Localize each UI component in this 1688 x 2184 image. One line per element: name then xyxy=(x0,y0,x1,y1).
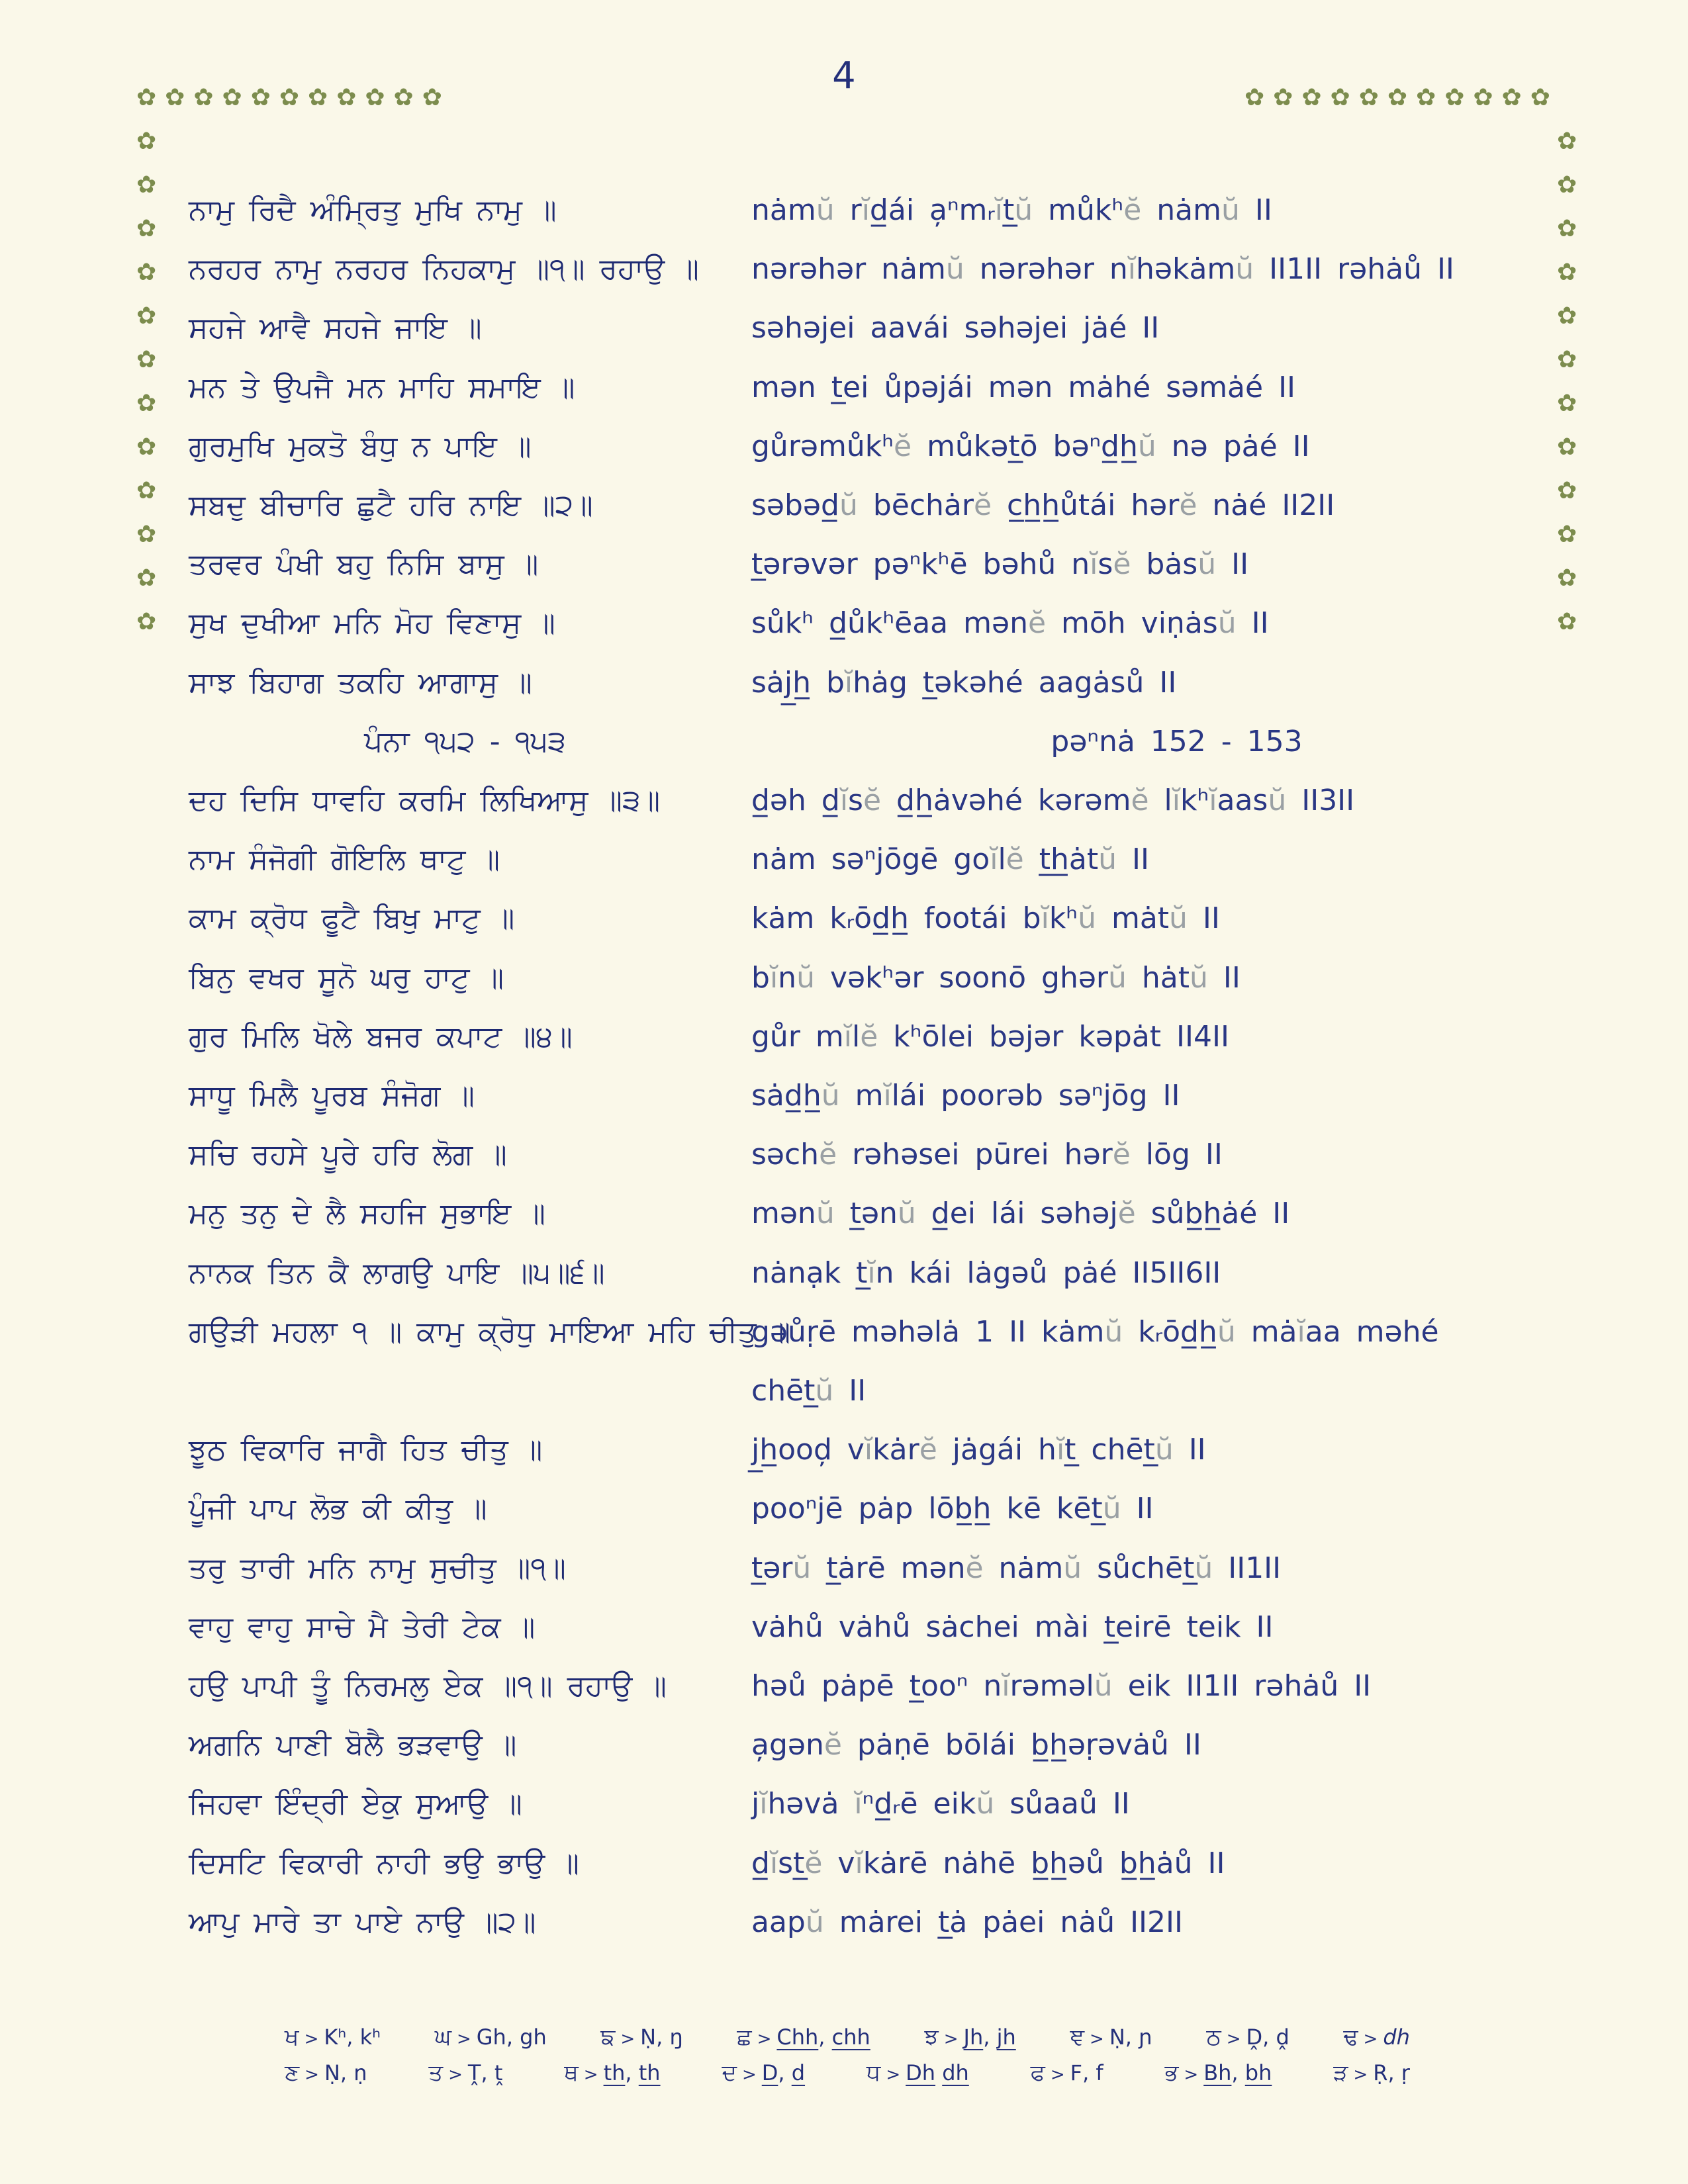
legend-gurmukhi-letter: ਠ xyxy=(1206,2024,1221,2050)
flower-ornament-icon: ✿ xyxy=(193,84,214,111)
flower-ornament-icon: ✿ xyxy=(136,521,157,548)
silent-letter: ŭ xyxy=(796,960,815,995)
verse-row xyxy=(0,430,1688,476)
verse-row xyxy=(0,1846,1688,1893)
transliteration-line: sȧd̲h̲ŭ mĭlái poorəb səⁿjōg II xyxy=(751,1079,1180,1113)
silent-letter: ĕ xyxy=(973,488,992,522)
silent-letter: ĭ xyxy=(839,784,849,817)
silent-letter: ŭ xyxy=(1189,960,1208,995)
transliteration-line: sȧj̲h̲ bĭhȧg t̲əkəhé aagȧsů II xyxy=(751,665,1177,700)
legend-latin-value: Jh, jh xyxy=(963,2025,1016,2050)
gurmukhi-line: ਅਗਨਿ ਪਾਣੀ ਬੋਲੈ ਭੜਵਾਉ ॥ xyxy=(189,1728,517,1762)
transliteration-line: gəůṛē məhəlȧ 1 II kȧmŭ kᵣōd̲h̲ŭ mȧĭaa məhé xyxy=(751,1314,1439,1349)
verse-row xyxy=(0,666,1688,712)
silent-letter: ĕ xyxy=(863,784,882,817)
silent-letter: ŭ xyxy=(1154,1433,1174,1467)
gurmukhi-line: ਸਚਿ ਰਹਸੇ ਪੂਰੇ ਹਰਿ ਲੋਗ ॥ xyxy=(189,1138,507,1172)
silent-letter: ĕ xyxy=(823,1728,842,1762)
verse-row xyxy=(0,784,1688,830)
silent-letter: ĭ xyxy=(769,960,778,995)
gurmukhi-line: ਮਨੁ ਤਨੁ ਦੇ ਲੈ ਸਹਜਿ ਸੁਭਾਇ ॥ xyxy=(189,1197,545,1231)
transliteration-line: jĭhəvȧ ĭⁿd̲ᵣē eikŭ sůaaů II xyxy=(751,1787,1130,1821)
legend-maps-to-symbol: > xyxy=(1090,2029,1104,2049)
gurmukhi-line: ਦਹ ਦਿਸਿ ਧਾਵਹਿ ਕਰਮਿ ਲਿਖਿਆਸੁ ॥੩॥ xyxy=(189,784,661,817)
silent-letter: ŭ xyxy=(1137,429,1156,463)
flower-ornament-icon: ✿ xyxy=(136,346,157,373)
silent-letter: ŭ xyxy=(1078,901,1096,936)
verse-row xyxy=(0,901,1688,948)
verse-row xyxy=(0,1610,1688,1657)
silent-letter: ŭ xyxy=(839,488,858,522)
silent-letter: ŭ xyxy=(805,1905,824,1939)
silent-letter: ŭ xyxy=(1169,901,1188,936)
ornament-border-top-right xyxy=(1244,86,1550,110)
silent-letter: ŭ xyxy=(1221,193,1240,227)
legend-cell xyxy=(600,2024,682,2050)
flower-ornament-icon: ✿ xyxy=(1387,84,1408,111)
page-number: 4 xyxy=(832,54,856,97)
flower-ornament-icon: ✿ xyxy=(136,390,157,417)
legend-latin-value: Kʰ, kʰ xyxy=(324,2025,381,2050)
legend-gurmukhi-letter: ਛ xyxy=(737,2024,752,2050)
silent-letter: ĭ xyxy=(854,1787,863,1821)
verse-row xyxy=(0,371,1688,417)
verse-row xyxy=(0,193,1688,240)
flower-ornament-icon: ✿ xyxy=(1557,433,1577,461)
flower-ornament-icon: ✿ xyxy=(336,84,357,111)
silent-letter: ĭ xyxy=(759,1787,768,1821)
flower-ornament-icon: ✿ xyxy=(1557,390,1577,417)
transliteration-line: nȧnạk t̲ĭn kái lȧgəů pȧé II5II6II xyxy=(751,1255,1221,1290)
legend-latin-value: Chh, chh xyxy=(776,2025,870,2050)
silent-letter: ĕ xyxy=(1027,606,1047,641)
verse-row xyxy=(0,311,1688,357)
legend-maps-to-symbol: > xyxy=(1226,2029,1241,2049)
silent-letter: ĭ xyxy=(990,842,998,877)
legend-maps-to-symbol: > xyxy=(1363,2029,1378,2049)
verse-row xyxy=(0,1197,1688,1243)
transliteration-line: mənŭ t̲ənŭ d̲ei lái səhəjĕ sůb̲h̲ȧé II xyxy=(751,1197,1290,1231)
gurmukhi-line: ਗੁਰ ਮਿਲਿ ਖੋਲੇ ਬਜਰ ਕਪਾਟ ॥੪॥ xyxy=(189,1019,573,1054)
silent-letter: ŭ xyxy=(1104,1314,1123,1349)
gurmukhi-line: ਬਿਨੁ ਵਖਰ ਸੂਨੋ ਘਰੁ ਹਾਟੁ ॥ xyxy=(189,960,504,995)
silent-letter: ŭ xyxy=(976,1787,995,1821)
flower-ornament-icon: ✿ xyxy=(1557,259,1577,286)
verse-row xyxy=(0,1492,1688,1538)
silent-letter: ĭ xyxy=(769,1846,778,1880)
flower-ornament-icon: ✿ xyxy=(1557,302,1577,330)
silent-letter: ĭ xyxy=(883,1079,892,1113)
flower-ornament-icon: ✿ xyxy=(1501,84,1522,111)
silent-letter: ĕ xyxy=(1112,1138,1131,1172)
transliteration-line: a̦gənĕ pȧṇē bōlái b̲h̲əṛəvȧů II xyxy=(751,1728,1201,1762)
legend-gurmukhi-letter: ਦ xyxy=(722,2060,737,2086)
flower-ornament-icon: ✿ xyxy=(222,84,242,111)
legend-latin-value: D, d xyxy=(761,2060,806,2085)
verse-row xyxy=(0,1374,1688,1420)
legend-maps-to-symbol: > xyxy=(304,2029,319,2049)
transliteration-line: bĭnŭ vəkʰər soonō ghərŭ hȧtŭ II xyxy=(751,960,1241,995)
phonetic-key-row-1 xyxy=(285,2024,1410,2050)
phonetic-key-row-2 xyxy=(285,2060,1410,2086)
verse-row xyxy=(0,1669,1688,1715)
flower-ornament-icon: ✿ xyxy=(1416,84,1436,111)
verse-row xyxy=(0,488,1688,535)
flower-ornament-icon: ✿ xyxy=(1557,521,1577,548)
verse-row xyxy=(0,961,1688,1007)
gurmukhi-line: ਹਉ ਪਾਪੀ ਤੂੰ ਨਿਰਮਲੁ ਏਕ ॥੧॥ ਰਹਾਉ ॥ xyxy=(189,1669,667,1703)
flower-ornament-icon: ✿ xyxy=(136,259,157,286)
flower-ornament-icon: ✿ xyxy=(1557,171,1577,199)
legend-maps-to-symbol: > xyxy=(620,2029,635,2049)
gurmukhi-line: ਨਾਮ ਸੰਜੋਗੀ ਗੋਇਲਿ ਥਾਟੁ ॥ xyxy=(189,842,500,877)
legend-maps-to-symbol: > xyxy=(741,2065,757,2085)
gurmukhi-line: ਤਰਵਰ ਪੰਖੀ ਬਹੁ ਨਿਸਿ ਬਾਸੁ ॥ xyxy=(189,547,539,582)
verse-row xyxy=(0,1905,1688,1952)
legend-maps-to-symbol: > xyxy=(1184,2065,1199,2085)
flower-ornament-icon: ✿ xyxy=(1244,84,1265,111)
legend-gurmukhi-letter: ਥ xyxy=(564,2060,579,2086)
silent-letter: ŭ xyxy=(816,193,835,227)
silent-letter: ŭ xyxy=(1235,252,1254,287)
legend-gurmukhi-letter: ਫ xyxy=(1030,2060,1045,2086)
flower-ornament-icon: ✿ xyxy=(1273,84,1293,111)
legend-maps-to-symbol: > xyxy=(1353,2065,1368,2085)
flower-ornament-icon: ✿ xyxy=(136,565,157,592)
silent-letter: ĭ xyxy=(867,1255,876,1290)
transliteration-line: pooⁿjē pȧp lōb̲h̲ kē kēt̲ŭ II xyxy=(751,1492,1154,1526)
legend-gurmukhi-letter: ਘ xyxy=(434,2024,451,2050)
gurmukhi-line: ਦਿਸਟਿ ਵਿਕਾਰੀ ਨਾਹੀ ਭਉ ਭਾਉ ॥ xyxy=(189,1846,579,1880)
gurmukhi-line: ਸਹਜੇ ਆਵੈ ਸਹਜੇ ਜਾਇ ॥ xyxy=(189,311,482,345)
silent-letter: ĕ xyxy=(1179,488,1197,522)
legend-cell xyxy=(564,2060,660,2086)
transliteration-line: t̲ərŭ t̲ȧrē mənĕ nȧmŭ sůchēt̲ŭ II1II xyxy=(751,1551,1282,1585)
transliteration-line: mən t̲ei ůpəjái mən mȧhé səmȧé II xyxy=(751,370,1296,404)
legend-latin-value: Dh dh xyxy=(906,2060,969,2085)
legend-maps-to-symbol: > xyxy=(583,2065,598,2085)
gurmukhi-line: ਗਉੜੀ ਮਹਲਾ ੧ ॥ ਕਾਮੁ ਕ੍ਰੋਧੁ ਮਾਇਆ ਮਹਿ ਚੀਤੁ ॥ xyxy=(189,1314,791,1349)
gurmukhi-line: ਨਾਮੁ ਰਿਦੈ ਅੰਮ੍ਰਿਤੁ ਮੁਖਿ ਨਾਮੁ ॥ xyxy=(189,193,557,227)
transliteration-line: səbəd̲ŭ bēchȧrĕ c̲h̲h̲ůtái hərĕ nȧé II2II xyxy=(751,488,1335,522)
legend-cell xyxy=(1165,2060,1272,2086)
silent-letter: ĭ xyxy=(1056,1433,1065,1467)
silent-letter: ĭ xyxy=(1297,1314,1305,1349)
silent-letter: ĕ xyxy=(804,1846,823,1880)
silent-letter: ĭ xyxy=(864,1433,873,1467)
silent-letter: ŭ xyxy=(815,1374,834,1408)
legend-gurmukhi-letter: ਭ xyxy=(1164,2060,1179,2086)
gurmukhi-line: ਸੁਖ ਦੁਖੀਆ ਮਨਿ ਮੋਹ ਵਿਣਾਸੁ ॥ xyxy=(189,606,555,641)
gurmukhi-line: ਗੁਰਮੁਖਿ ਮੁਕਤੋ ਬੰਧੁ ਨ ਪਾਇ ॥ xyxy=(189,429,532,463)
transliteration-line: kȧm kᵣōd̲h̲ footái bĭkʰŭ mȧtŭ II xyxy=(751,901,1220,936)
legend-maps-to-symbol: > xyxy=(448,2065,463,2085)
transliteration-line: t̲ərəvər pəⁿkʰē bəhů nĭsĕ bȧsŭ II xyxy=(751,547,1249,582)
legend-gurmukhi-letter: ੜ xyxy=(1333,2060,1348,2086)
silent-letter: ĭ xyxy=(861,193,870,227)
silent-letter: ŭ xyxy=(1217,1314,1236,1349)
silent-letter: ĕ xyxy=(1006,842,1024,877)
legend-latin-value: th, th xyxy=(603,2060,661,2085)
gurmukhi-line: ਮਨ ਤੇ ਉਪਜੈ ਮਨ ਮਾਹਿ ਸਮਾਇ ॥ xyxy=(189,370,575,404)
legend-cell xyxy=(435,2024,547,2050)
silent-letter: ŭ xyxy=(945,252,964,287)
silent-letter: ŭ xyxy=(1098,842,1117,877)
legend-cell xyxy=(285,2060,367,2086)
flower-ornament-icon: ✿ xyxy=(136,128,157,155)
transliteration-line: d̲əh d̲ĭsĕ d̲h̲ȧvəhé kərəmĕ lĭkʰĭaasŭ II3II xyxy=(751,784,1355,817)
silent-letter: ŭ xyxy=(1268,784,1287,817)
silent-letter: ŭ xyxy=(1094,1669,1113,1703)
legend-gurmukhi-letter: ਝ xyxy=(924,2024,939,2050)
flower-ornament-icon: ✿ xyxy=(136,302,157,330)
legend-latin-value: dh xyxy=(1383,2025,1410,2050)
flower-ornament-icon: ✿ xyxy=(393,84,414,111)
silent-letter: ŭ xyxy=(1194,1551,1213,1585)
legend-gurmukhi-letter: ਙ xyxy=(600,2024,616,2050)
flower-ornament-icon: ✿ xyxy=(136,171,157,199)
verse-row xyxy=(0,725,1688,771)
legend-gurmukhi-letter: ਤ xyxy=(428,2060,444,2086)
transliteration-line: j̲h̲ood̦ vĭkȧrĕ jȧgái hĭt̲ chēt̲ŭ II xyxy=(751,1433,1206,1467)
legend-maps-to-symbol: > xyxy=(456,2029,471,2049)
verse-row xyxy=(0,606,1688,653)
gurmukhi-line: ਪੰਨਾ ੧੫੨ - ੧੫੩ xyxy=(364,724,566,758)
silent-letter: ŭ xyxy=(1102,1492,1121,1526)
legend-gurmukhi-letter: ਢ xyxy=(1343,2024,1358,2050)
gurmukhi-line: ਝੂਠ ਵਿਕਾਰਿ ਜਾਗੈ ਹਿਤ ਚੀਤੁ ॥ xyxy=(189,1433,543,1467)
silent-letter: ĭ xyxy=(1041,901,1049,936)
verse-row xyxy=(0,547,1688,594)
ornament-border-top-left xyxy=(136,86,442,110)
silent-letter: ĭ xyxy=(994,193,1004,227)
verse-row xyxy=(0,1138,1688,1184)
flower-ornament-icon: ✿ xyxy=(136,477,157,504)
silent-letter: ĭ xyxy=(1172,784,1180,817)
silent-letter: ŭ xyxy=(816,1197,835,1231)
flower-ornament-icon: ✿ xyxy=(1473,84,1493,111)
gurmukhi-line: ਕਾਮ ਕ੍ਰੋਧ ਫੂਟੈ ਬਿਖੁ ਮਾਟੁ ॥ xyxy=(189,901,515,936)
verse-row xyxy=(0,1020,1688,1066)
gurmukhi-line: ਸਾਝ ਬਿਹਾਗ ਤਕਹਿ ਆਗਾਸੁ ॥ xyxy=(189,665,532,700)
silent-letter: ĕ xyxy=(819,1138,837,1172)
silent-letter: ĕ xyxy=(965,1551,984,1585)
flower-ornament-icon: ✿ xyxy=(308,84,328,111)
legend-maps-to-symbol: > xyxy=(943,2029,959,2049)
silent-letter: ĭ xyxy=(1127,252,1137,287)
flower-ornament-icon: ✿ xyxy=(136,433,157,461)
legend-latin-value: Ṛ, ṛ xyxy=(1373,2060,1410,2085)
silent-letter: ĭ xyxy=(843,1019,852,1054)
transliteration-line: gůr mĭlĕ kʰōlei bəjər kəpȧt II4II xyxy=(751,1019,1229,1054)
silent-letter: ŭ xyxy=(1108,960,1127,995)
verse-row xyxy=(0,1551,1688,1598)
gurmukhi-line: ਆਪੁ ਮਾਰੇ ਤਾ ਪਾਏ ਨਾਉ ॥੨॥ xyxy=(189,1905,536,1939)
transliteration-line: d̲ĭst̲ĕ vĭkȧrē nȧhē b̲h̲əů b̲h̲ȧů II xyxy=(751,1846,1225,1880)
transliteration-line: həů pȧpē t̲ooⁿ nĭrəməlŭ eik II1II rəhȧů II xyxy=(751,1669,1372,1703)
silent-letter: ĭ xyxy=(1209,784,1217,817)
transliteration-line: vȧhů vȧhů sȧchei mài t̲eirē teik II xyxy=(751,1610,1274,1644)
flower-ornament-icon: ✿ xyxy=(1358,84,1379,111)
legend-cell xyxy=(1333,2060,1410,2086)
legend-maps-to-symbol: > xyxy=(757,2029,772,2049)
legend-maps-to-symbol: > xyxy=(1050,2065,1065,2085)
legend-cell xyxy=(867,2060,969,2086)
legend-gurmukhi-letter: ਖ xyxy=(285,2024,299,2050)
legend-cell xyxy=(285,2024,381,2050)
silent-letter: ĭ xyxy=(1090,547,1098,582)
legend-cell xyxy=(1070,2024,1152,2050)
transliteration-line: nȧmŭ rĭd̲ái a̦ⁿmᵣĭt̲ŭ můkʰĕ nȧmŭ II xyxy=(751,193,1272,227)
legend-latin-value: Bh, bh xyxy=(1203,2060,1272,2085)
transliteration-line: səchĕ rəhəsei pūrei hərĕ lōg II xyxy=(751,1138,1223,1172)
verse-row xyxy=(0,1787,1688,1833)
flower-ornament-icon: ✿ xyxy=(365,84,385,111)
gurmukhi-line: ਵਾਹੁ ਵਾਹੁ ਸਾਚੇ ਮੈ ਤੇਰੀ ਟੇਕ ॥ xyxy=(189,1610,536,1644)
silent-letter: ŭ xyxy=(821,1079,840,1113)
transliteration-line: gůrəmůkʰĕ můkət̲ō bəⁿd̲h̲ŭ nə pȧé II xyxy=(751,429,1310,463)
legend-cell xyxy=(737,2024,870,2050)
flower-ornament-icon: ✿ xyxy=(165,84,185,111)
verse-row xyxy=(0,1728,1688,1774)
verse-row xyxy=(0,1079,1688,1125)
verse-row xyxy=(0,1433,1688,1479)
gurmukhi-line: ਪੂੰਜੀ ਪਾਪ ਲੋਭ ਕੀ ਕੀਤੁ ॥ xyxy=(189,1492,487,1526)
flower-ornament-icon: ✿ xyxy=(250,84,271,111)
silent-letter: ĕ xyxy=(1123,193,1142,227)
flower-ornament-icon: ✿ xyxy=(1557,128,1577,155)
gurmukhi-line: ਨਰਹਰ ਨਾਮੁ ਨਰਹਰ ਨਿਹਕਾਮੁ ॥੧॥ ਰਹਾਉ ॥ xyxy=(189,252,699,287)
legend-latin-value: Ṱ, ṱ xyxy=(467,2060,503,2085)
legend-latin-value: F, f xyxy=(1070,2060,1103,2085)
legend-gurmukhi-letter: ਧ xyxy=(866,2060,881,2086)
silent-letter: ĕ xyxy=(860,1019,878,1054)
legend-maps-to-symbol: > xyxy=(886,2065,901,2085)
silent-letter: ĕ xyxy=(1113,547,1131,582)
transliteration-line: chēt̲ŭ II xyxy=(751,1374,867,1408)
legend-latin-value: Gh, gh xyxy=(476,2025,547,2050)
verse-row xyxy=(0,1256,1688,1302)
flower-ornament-icon: ✿ xyxy=(1330,84,1350,111)
transliteration-line: pəⁿnȧ 152 - 153 xyxy=(1051,724,1303,758)
legend-latin-value: Ṇ, ɲ xyxy=(1109,2025,1152,2050)
legend-gurmukhi-letter: ਞ xyxy=(1070,2024,1085,2050)
gurmukhi-line: ਨਾਨਕ ਤਿਨ ਕੈ ਲਾਗਉ ਪਾਇ ॥੫॥੬॥ xyxy=(189,1255,605,1290)
flower-ornament-icon: ✿ xyxy=(136,84,157,111)
legend-cell xyxy=(722,2060,805,2086)
gurmukhi-line: ਸਾਧੂ ਮਿਲੈ ਪੂਰਬ ਸੰਜੋਗ ॥ xyxy=(189,1079,475,1113)
flower-ornament-icon: ✿ xyxy=(136,608,157,635)
silent-letter: ŭ xyxy=(1063,1551,1082,1585)
verse-row xyxy=(0,252,1688,298)
flower-ornament-icon: ✿ xyxy=(1557,215,1577,242)
flower-ornament-icon: ✿ xyxy=(136,215,157,242)
transliteration-line: nȧm səⁿjōgē goĭlĕ t̲h̲ȧtŭ II xyxy=(751,842,1149,877)
flower-ornament-icon: ✿ xyxy=(1557,477,1577,504)
silent-letter: ĭ xyxy=(1002,1669,1010,1703)
flower-ornament-icon: ✿ xyxy=(1557,608,1577,635)
verse-row xyxy=(0,842,1688,889)
legend-maps-to-symbol: > xyxy=(305,2065,319,2085)
silent-letter: ŭ xyxy=(792,1551,812,1585)
flower-ornament-icon: ✿ xyxy=(1444,84,1465,111)
silent-letter: ĕ xyxy=(894,429,912,463)
silent-letter: ĕ xyxy=(1117,1197,1136,1231)
silent-letter: ĕ xyxy=(1131,784,1149,817)
transliteration-line: səhəjei aavái səhəjei jȧé II xyxy=(751,311,1160,345)
gurmukhi-line: ਜਿਹਵਾ ਇੰਦ੍ਰੀ ਏਕੁ ਸੁਆਉ ॥ xyxy=(189,1787,522,1821)
transliteration-line: aapŭ mȧrei t̲ȧ pȧei nȧů II2II xyxy=(751,1905,1183,1939)
legend-cell xyxy=(428,2060,502,2086)
silent-letter: ŭ xyxy=(1217,606,1237,641)
legend-cell xyxy=(1031,2060,1103,2086)
flower-ornament-icon: ✿ xyxy=(1557,565,1577,592)
gurmukhi-line: ਤਰੁ ਤਾਰੀ ਮਨਿ ਨਾਮੁ ਸੁਚੀਤੁ ॥੧॥ xyxy=(189,1551,566,1585)
legend-cell xyxy=(1206,2024,1289,2050)
flower-ornament-icon: ✿ xyxy=(422,84,442,111)
legend-cell xyxy=(1343,2024,1410,2050)
flower-ornament-icon: ✿ xyxy=(1557,346,1577,373)
flower-ornament-icon: ✿ xyxy=(1530,84,1550,111)
legend-latin-value: Ḓ, ḓ xyxy=(1246,2025,1289,2050)
transliteration-line: nərəhər nȧmŭ nərəhər nĭhəkȧmŭ II1II rəhȧů II xyxy=(751,252,1454,287)
legend-cell xyxy=(924,2024,1015,2050)
transliteration-line: sůkʰ d̲ůkʰēaa mənĕ mōh viṇȧsŭ II xyxy=(751,606,1269,641)
silent-letter: ĕ xyxy=(919,1433,937,1467)
legend-latin-value: Ṇ, ŋ xyxy=(640,2025,683,2050)
flower-ornament-icon: ✿ xyxy=(1301,84,1322,111)
silent-letter: ĭ xyxy=(855,1846,863,1880)
verse-row xyxy=(0,1315,1688,1361)
silent-letter: ŭ xyxy=(897,1197,916,1231)
legend-gurmukhi-letter: ਣ xyxy=(285,2060,300,2086)
flower-ornament-icon: ✿ xyxy=(279,84,300,111)
silent-letter: ĭ xyxy=(844,665,853,700)
silent-letter: ŭ xyxy=(1014,193,1033,227)
legend-latin-value: Ṇ, ṇ xyxy=(324,2060,367,2085)
gurmukhi-line: ਸਬਦੁ ਬੀਚਾਰਿ ਛੁਟੈ ਹਰਿ ਨਾਇ ॥੨॥ xyxy=(189,488,593,522)
silent-letter: ŭ xyxy=(1197,547,1217,582)
